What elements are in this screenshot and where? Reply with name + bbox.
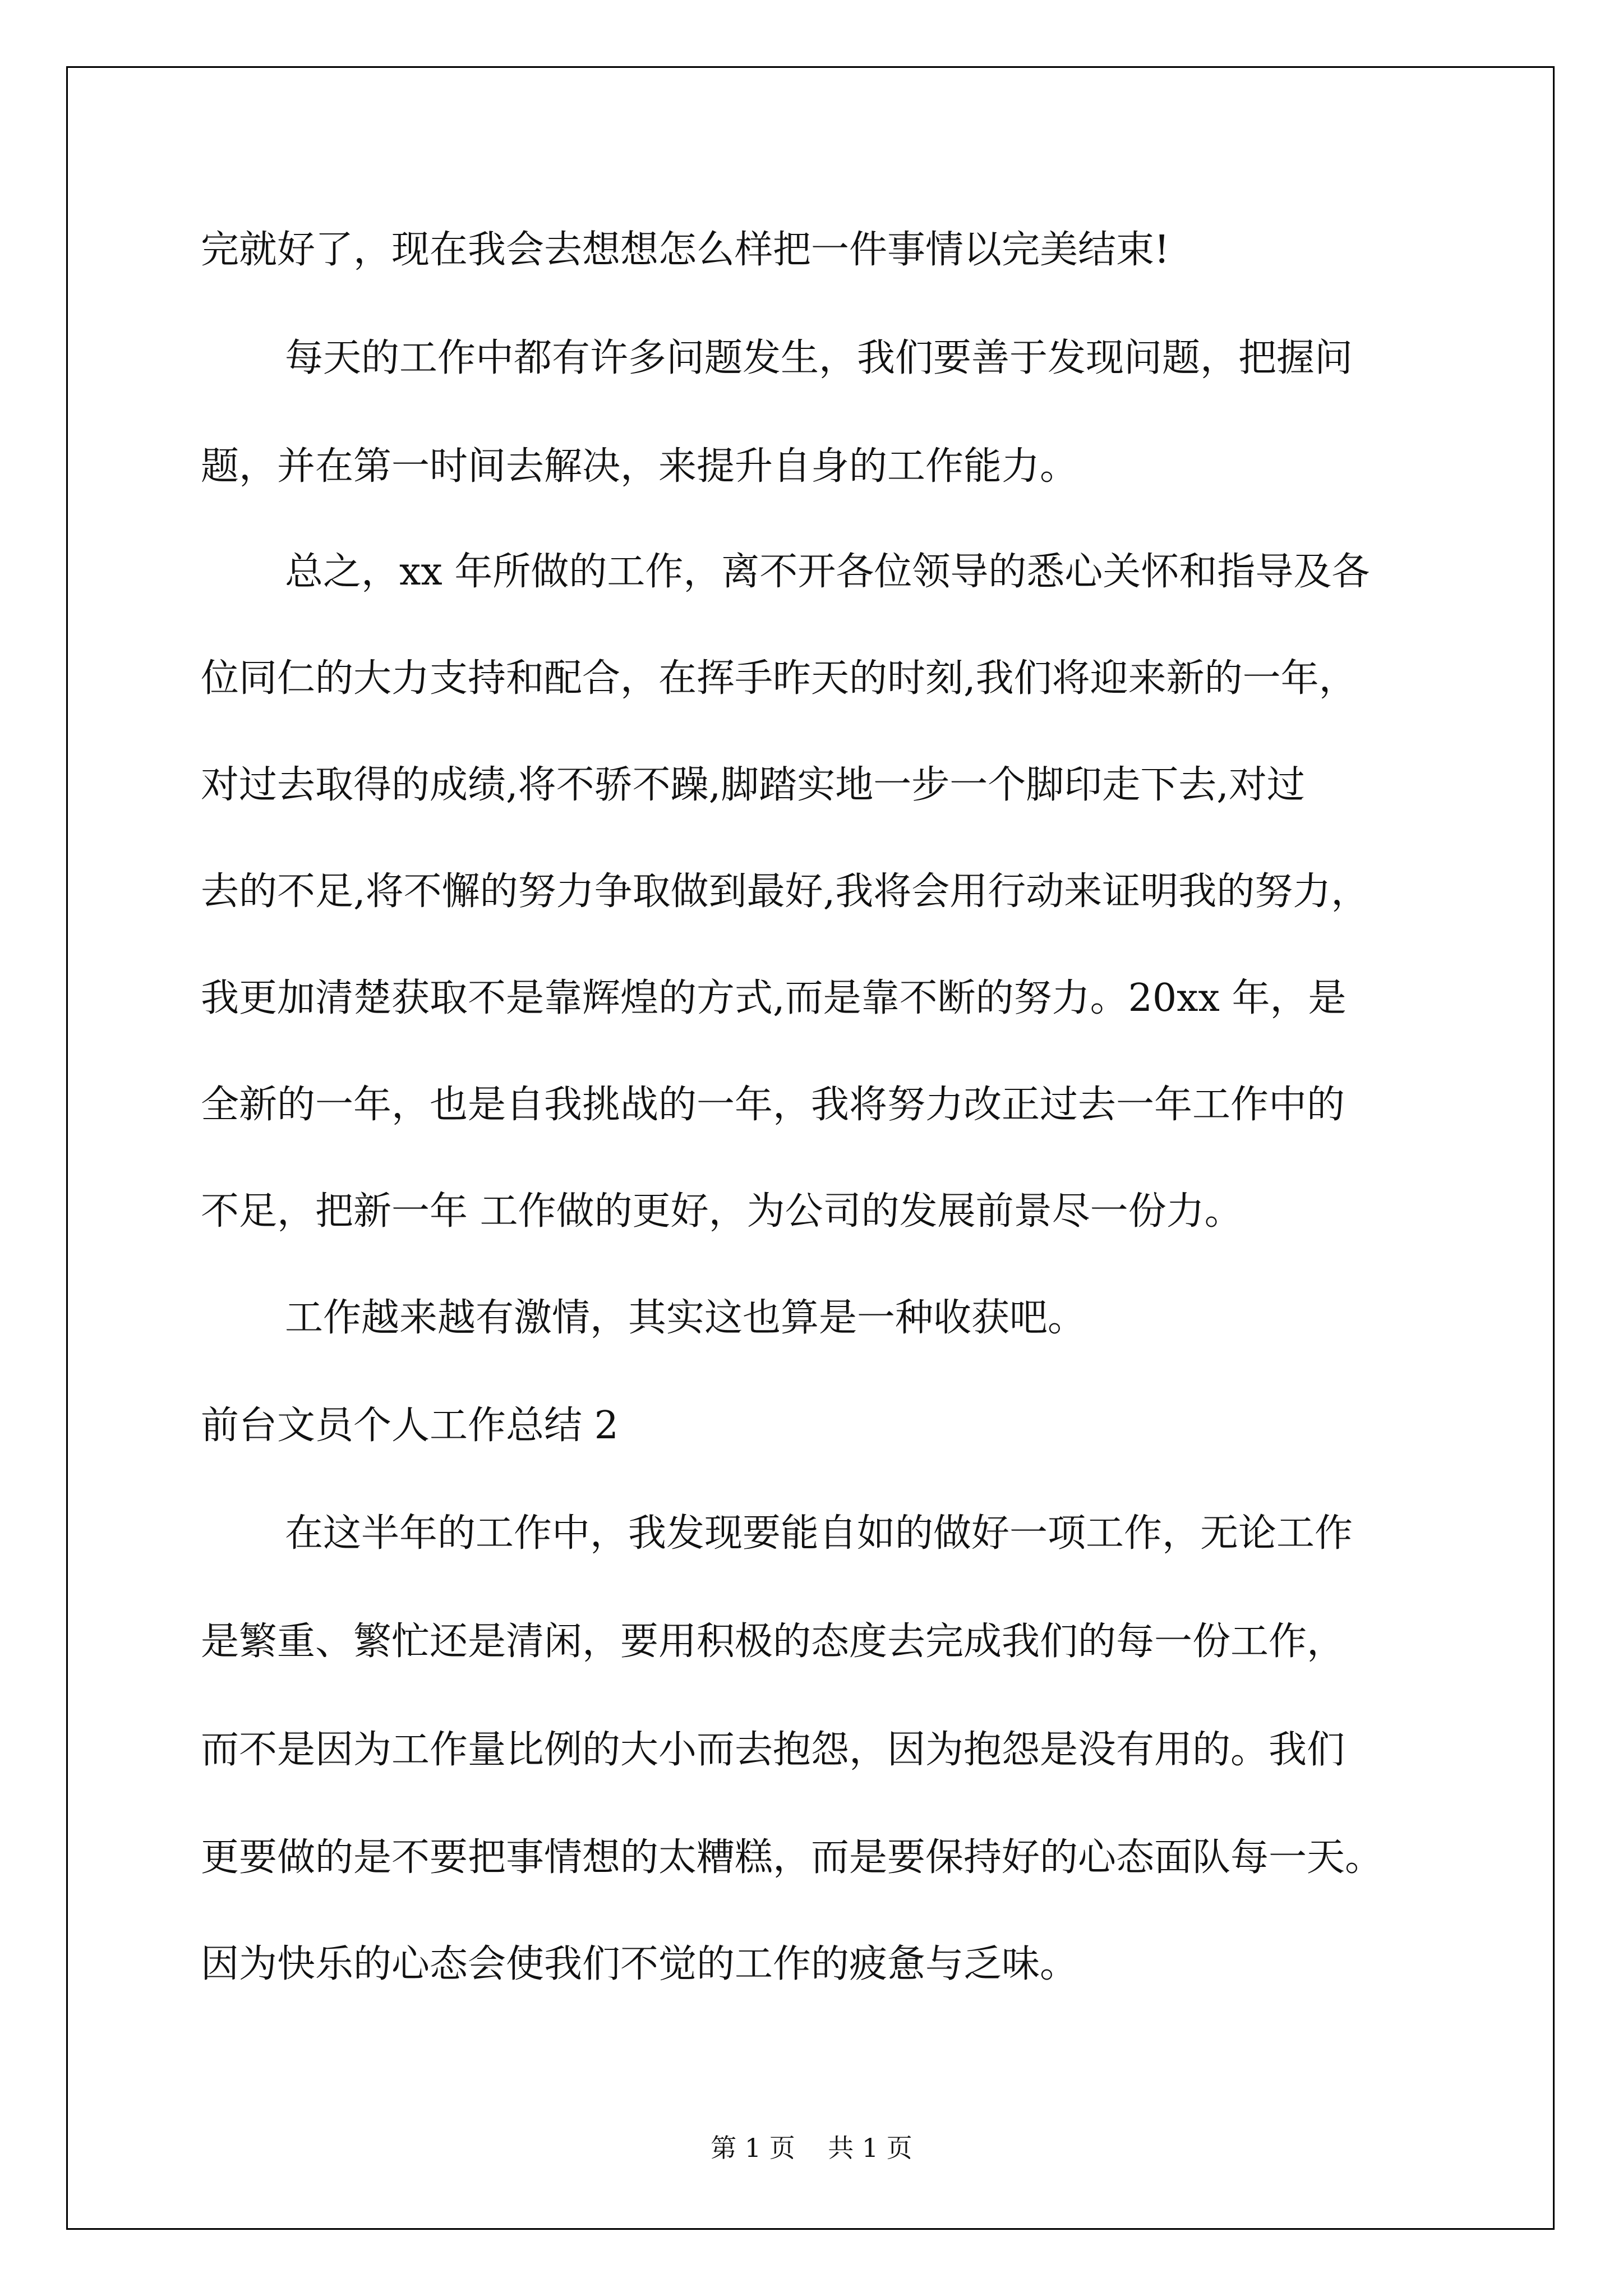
section-heading: 前台文员个人工作总结 2 xyxy=(201,1404,619,1448)
text-line-7: 去的不足,将不懈的努力争取做到最好,我将会用行动来证明我的努力， xyxy=(201,869,1370,914)
text-line-3: 题，并在第一时间去解决，来提升自身的工作能力。 xyxy=(201,444,1078,489)
text-line-9: 全新的一年，也是自我挑战的一年，我将努力改正过去一年工作中的 xyxy=(201,1083,1345,1127)
text-line-17: 因为快乐的心态会使我们不觉的工作的疲惫与乏味。 xyxy=(201,1942,1078,1986)
text-line-6: 对过去取得的成绩,将不骄不躁,脚踏实地一步一个脚印走下去,对过 xyxy=(201,763,1305,807)
page-number-footer: 第 1 页 共 1 页 xyxy=(711,2133,912,2163)
text-line-14: 是繁重、繁忙还是清闲，要用积极的态度去完成我们的每一份工作， xyxy=(201,1619,1345,1664)
paragraph-start-line-4: 总之，xx 年所做的工作，离不开各位领导的悉心关怀和指导及各 xyxy=(285,550,1370,594)
text-line-10: 不足，把新一年 工作做的更好，为公司的发展前景尽一份力。 xyxy=(201,1189,1243,1234)
page-border xyxy=(66,66,1555,2230)
text-line-15: 而不是因为工作量比例的大小而去抱怨，因为抱怨是没有用的。我们 xyxy=(201,1728,1345,1772)
text-line-5: 位同仁的大力支持和配合，在挥手昨天的时刻,我们将迎来新的一年， xyxy=(201,656,1357,701)
paragraph-start-line-13: 在这半年的工作中，我发现要能自如的做好一项工作，无论工作 xyxy=(285,1511,1353,1556)
paragraph-start-line-11: 工作越来越有激情，其实这也算是一种收获吧。 xyxy=(285,1296,1086,1340)
text-line-16: 更要做的是不要把事情想的太糟糕，而是要保持好的心态面队每一天。 xyxy=(201,1835,1384,1880)
text-line-1: 完就好了，现在我会去想想怎么样把一件事情以完美结束! xyxy=(201,228,1170,272)
paragraph-start-line-2: 每天的工作中都有许多问题发生，我们要善于发现问题，把握问 xyxy=(285,336,1353,380)
text-line-8: 我更加清楚获取不是靠辉煌的方式,而是靠不断的努力。20xx 年，是 xyxy=(201,976,1347,1020)
